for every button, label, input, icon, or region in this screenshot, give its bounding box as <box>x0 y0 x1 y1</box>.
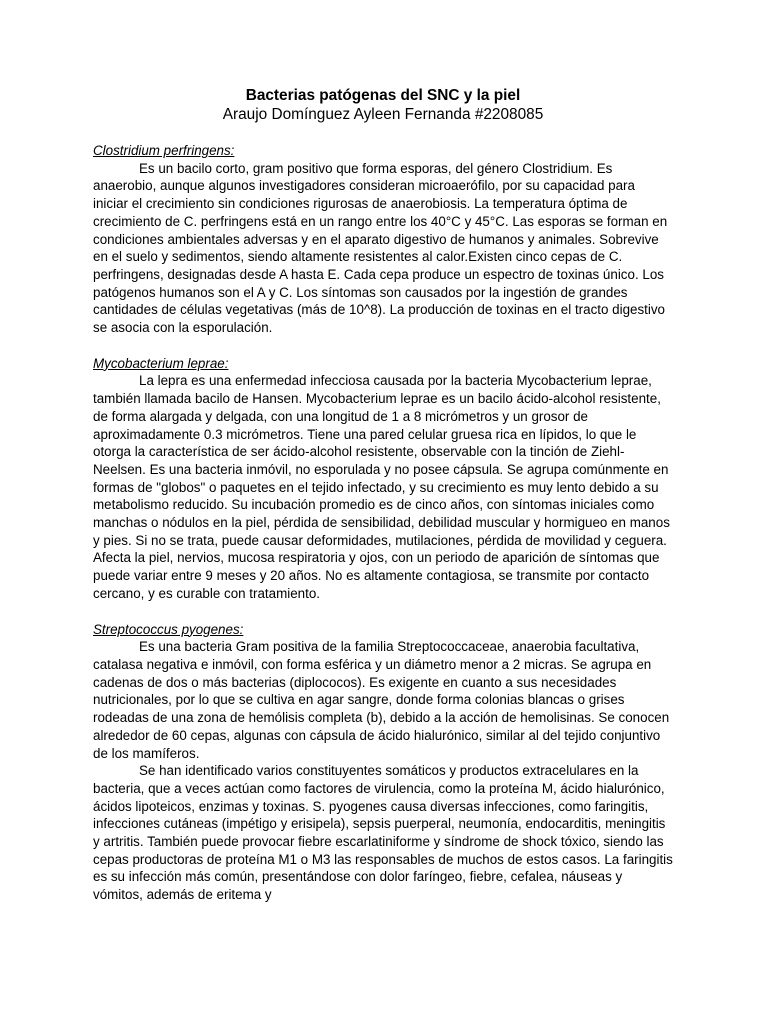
section-paragraph: La lepra es una enfermedad infecciosa causada por la bacteria Mycobacterium leprae, también llamada bacilo de Hansen. Mycobacterium leprae es un bacilo ácido-alcohol resistente, de forma alargada y delgada, con una longitud de 1 a 8 micrómetros y un grosor de aproximadamente 0.3 micrómetros. Tiene una pared celular gruesa rica en lípidos, lo que le otorga la característica de ser ácido-alcohol resistente, observable con la tinción de Ziehl-Neelsen. Es una bacteria inmóvil, no esporulada y no posee cápsula. Se agrupa comúnmente en formas de "globos" o paquetes en el tejido infectado, y su crecimiento es muy lento debido a su metabolismo reducido. Su incubación promedio es de cinco años, con síntomas iniciales como manchas o nódulos en la piel, pérdida de sensibilidad, debilidad muscular y hormigueo en manos y pies. Si no se trata, puede causar deformidades, mutilaciones, pérdida de movilidad y ceguera. Afecta la piel, nervios, mucosa respiratoria y ojos, con un periodo de aparición de síntomas que puede variar entre 9 meses y 20 años. No es altamente contagiosa, se transmite por contacto cercano, y es curable con tratamiento. <box>93 373 670 601</box>
section-mycobacterium <box>93 355 673 603</box>
section-paragraph: Es un bacilo corto, gram positivo que forma esporas, del género Clostridium. Es anaerobio, aunque algunos investigadores consideran microaerófilo, por su capacidad para iniciar el crecimiento sin condiciones rigurosas de anaerobiosis. La temperatura óptima de crecimiento de C. perfringens está en un rango entre los 40°C y 45°C. Las esporas se forman en condiciones ambientales adversas y en el aparato digestivo de humanos y animales. Sobrevive en el suelo y sedimentos, siendo altamente resistentes al calor.Existen cinco cepas de C. perfringens, designadas desde A hasta E. Cada cepa produce un espectro de toxinas único. Los patógenos humanos son el A y C. Los síntomas son causados por la ingestión de grandes cantidades de células vegetativas (más de 10^8). La producción de toxinas en el tracto digestivo se asocia con la esporulación. <box>93 160 668 336</box>
section-heading: Clostridium perfringens: <box>93 143 235 158</box>
document-author: Araujo Domínguez Ayleen Fernanda #2208085 <box>222 106 544 123</box>
document-page <box>93 86 673 922</box>
section-heading: Streptococcus pyogenes: <box>93 621 244 637</box>
section-streptococcus <box>93 621 673 904</box>
section-clostridium <box>93 142 673 337</box>
section-paragraph: Se han identificado varios constituyentes somáticos y productos extracelulares en la bacteria, que a veces actúan como factores de virulencia, como la proteína M, ácido hialurónico, ácidos lipoteicos, enzimas y toxinas. S. pyogenes causa diversas infecciones, como faringitis, infecciones cutáneas (impétigo y erisipela), sepsis puerperal, neumonía, endocarditis, meningitis y artritis. También puede provocar fiebre escarlatiniforme y síndrome de shock tóxico, siendo las cepas productoras de proteína M1 o M3 las responsables de muchos de estos casos. La faringitis es su infección más común, presentándose con dolor faríngeo, fiebre, cefalea, náuseas y vómitos, además de eritema y <box>93 763 673 903</box>
section-paragraph: Es una bacteria Gram positiva de la familia Streptococcaceae, anaerobia facultativa, catalasa negativa e inmóvil, con forma esférica y un diámetro menor a 2 micras. Se agrupa en cadenas de dos o más bacterias (diplococos). Es exigente en cuanto a sus necesidades nutricionales, por lo que se cultiva en agar sangre, donde forma colonias blancas o grises rodeadas de una zona de hemólisis completa (b), debido a la acción de hemolisinas. Se conocen alrededor de 60 cepas, algunas con cápsula de ácido hialurónico, similar al del tejido conjuntivo de los mamíferos. <box>93 639 670 761</box>
section-heading: Mycobacterium leprae: <box>93 355 229 371</box>
document-title: Bacterias patógenas del SNC y la piel <box>245 87 521 104</box>
